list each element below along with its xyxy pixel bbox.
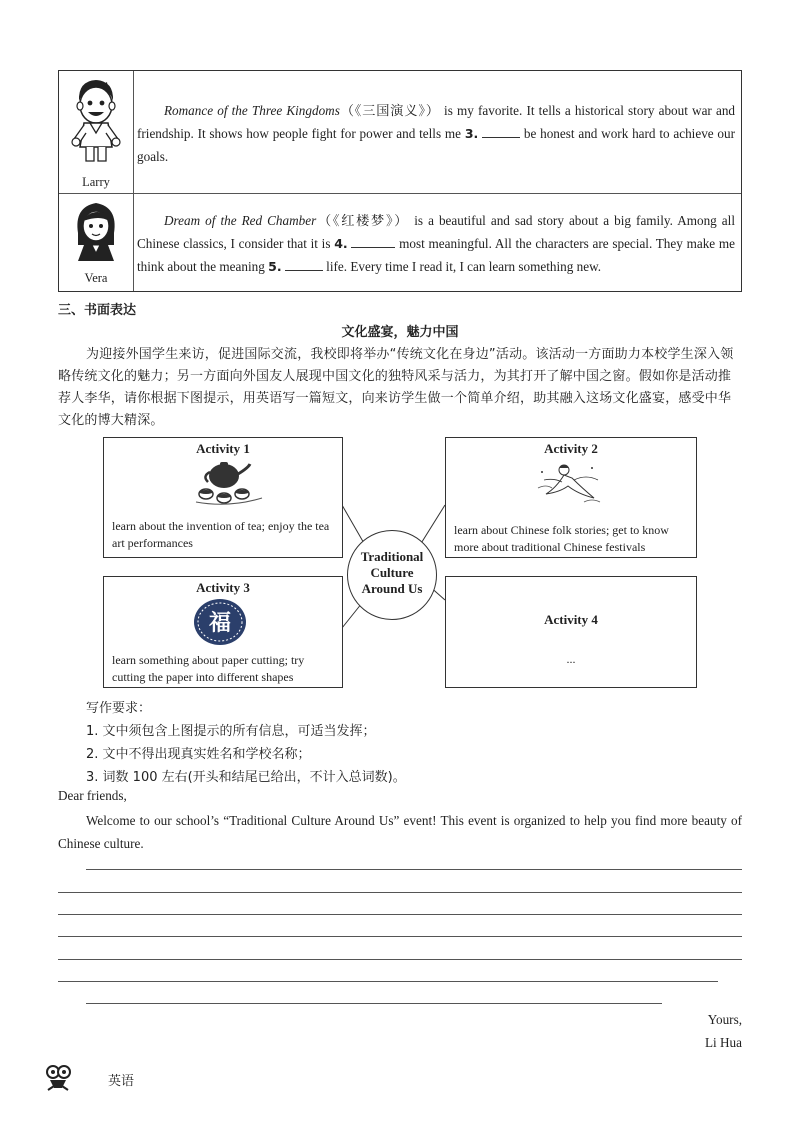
activity-title: Activity 2 <box>544 441 598 456</box>
blank-number: 3. <box>464 126 479 141</box>
writing-line[interactable] <box>86 1003 662 1004</box>
table-row <box>59 193 741 291</box>
book-chinese-title: （《三国演义》） <box>339 103 440 118</box>
boy-avatar-icon <box>66 75 126 167</box>
writing-line[interactable] <box>58 936 742 937</box>
flying-fairy-icon <box>534 458 604 508</box>
activity-box <box>103 576 343 688</box>
answer-blank[interactable] <box>482 125 520 138</box>
writing-line[interactable] <box>58 981 718 982</box>
blank-number: 4. <box>334 236 348 251</box>
svg-text:福: 福 <box>208 611 232 636</box>
footer-subject: 英语 <box>108 1074 135 1089</box>
book-chinese-title: （《红楼梦》） <box>316 213 410 228</box>
requirement-item: 3. 词数 100 左右(开头和结尾已给出，不计入总词数)。 <box>86 770 406 785</box>
writing-line[interactable] <box>58 959 742 960</box>
activity-title: Activity 4 <box>544 612 598 627</box>
writing-line[interactable] <box>58 914 742 915</box>
essay-prompt: 为迎接外国学生来访，促进国际交流，我校即将举办“传统文化在身边”活动。该活动一方面助力本校学生深入领略传统文化的魅力；另一方面向外国友人展现中国文化的独特风采与活力，为其打开了解中国之窗。假如你是活动推荐人李华，请你根据下图提示，用英语写一篇短文，向来访学生做一个简单介绍，助其融入这场文化盛宴，感受中华文化的博大精深。 <box>58 347 734 428</box>
quote-text-part: is a beautiful and sad story about a big family. Among all Chinese classics, I consider that it is <box>137 213 735 251</box>
activity-box <box>103 437 343 558</box>
answer-blank[interactable] <box>351 235 395 248</box>
section-heading: 三、书面表达 <box>58 303 137 318</box>
essay-title: 文化盛宴，魅力中国 <box>341 325 459 340</box>
letter-greeting: Dear friends, <box>58 788 127 803</box>
book-title: Dream of the Red Chamber <box>164 213 317 228</box>
activity-box <box>445 437 697 558</box>
quote-cell <box>137 193 735 291</box>
activity-description: ... <box>566 652 576 666</box>
student-name: Vera <box>84 271 108 285</box>
letter-signature: Li Hua <box>705 1035 742 1050</box>
activity-title: Activity 1 <box>196 441 250 456</box>
avatar-cell <box>59 193 134 291</box>
requirement-item: 2. 文中不得出现真实姓名和学校名称； <box>86 747 311 762</box>
avatar-cell <box>59 71 134 193</box>
page-number-mascot-icon <box>44 1064 72 1092</box>
girl-avatar-icon <box>70 199 122 263</box>
writing-line[interactable] <box>86 869 742 870</box>
requirements-label: 写作要求： <box>86 701 152 716</box>
center-topic-circle <box>347 530 437 620</box>
requirement-item: 1. 文中须包含上图提示的所有信息，可适当发挥； <box>86 724 376 739</box>
student-name: Larry <box>82 175 110 189</box>
quote-text-part: most meaningful. All the characters are special. They make me think about the meaning <box>137 236 735 274</box>
letter-opening: Welcome to our school’s “Traditional Culture Around Us” event! This event is organized to help you find more beauty of Chinese culture. <box>58 813 742 851</box>
answer-blank[interactable] <box>285 258 323 271</box>
quote-paragraph <box>137 209 735 278</box>
activity-description: learn something about paper cutting; try cutting the paper into different shapes <box>112 653 305 684</box>
center-topic-label: Traditional Culture Around Us <box>360 549 424 596</box>
quote-cell <box>137 71 735 193</box>
activity-description: learn about the invention of tea; enjoy the tea art performances <box>112 519 330 550</box>
writing-line[interactable] <box>58 892 742 893</box>
quote-text-part: is my favorite. It tells a historical story about war and friendship. It shows how people fight for power and tells me <box>137 103 736 141</box>
quote-table <box>58 70 742 292</box>
table-row <box>59 71 741 194</box>
paper-cut-fu-icon <box>192 597 248 647</box>
quote-text-part: life. Every time I read it, I can learn something new. <box>322 259 602 274</box>
book-title: Romance of the Three Kingdoms <box>164 103 340 118</box>
teapot-icon <box>194 460 264 506</box>
activity-box <box>445 576 697 688</box>
activity-title: Activity 3 <box>196 580 250 595</box>
letter-closing: Yours, <box>707 1012 742 1027</box>
blank-number: 5. <box>268 259 282 274</box>
quote-paragraph <box>137 99 735 168</box>
quote-text-part: be honest and work hard to achieve our goals. <box>137 126 736 164</box>
activity-description: learn about Chinese folk stories; get to know more about traditional Chinese festivals <box>454 523 669 554</box>
